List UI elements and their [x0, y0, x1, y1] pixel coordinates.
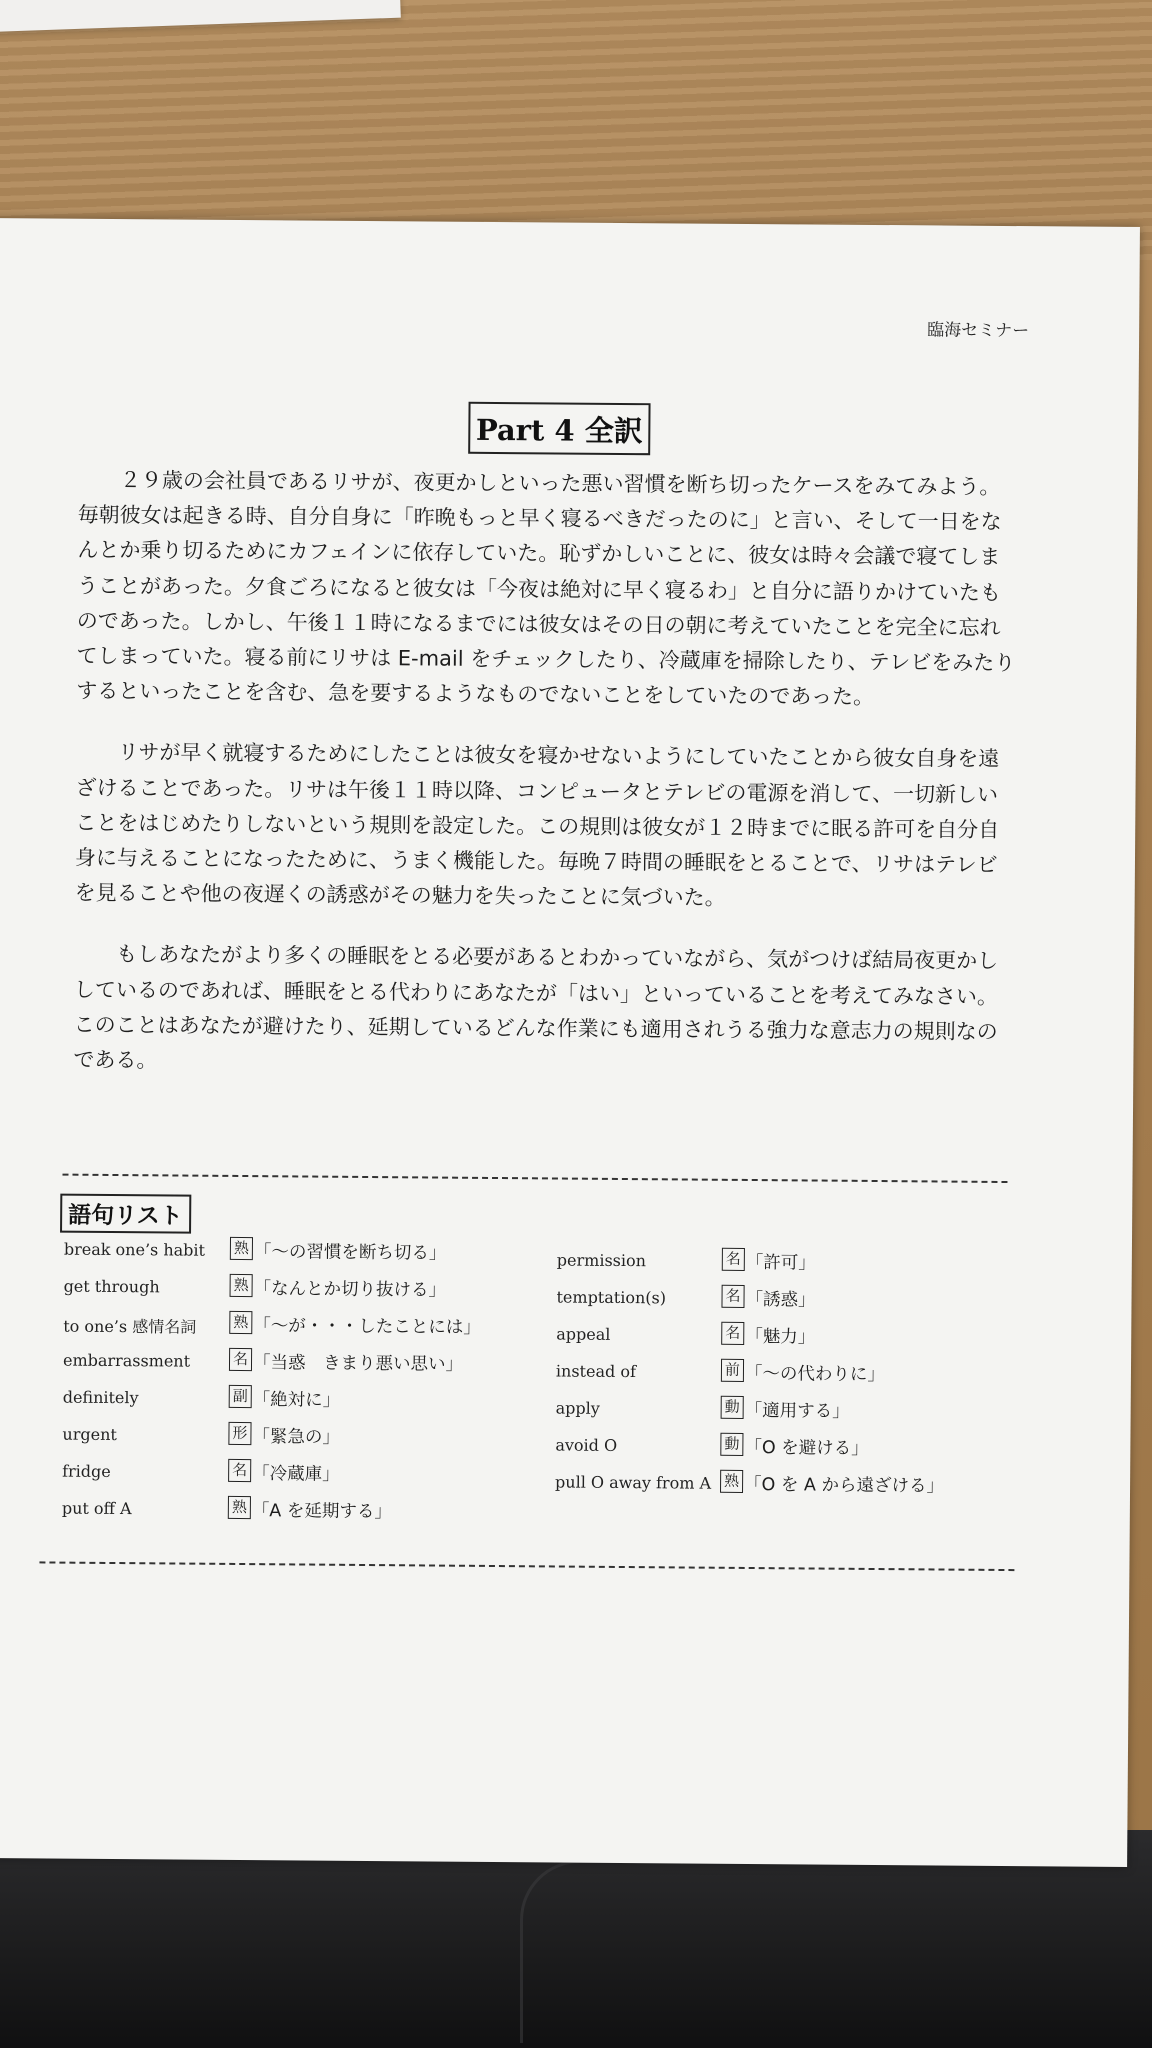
vocabulary-japanese: 「絶対に」 — [252, 1390, 341, 1411]
vocabulary-japanese: 「魅力」 — [745, 1326, 816, 1348]
vocabulary-english: definitely — [62, 1387, 139, 1408]
vocabulary-item — [63, 1308, 533, 1349]
vocabulary-japanese: 「誘惑」 — [745, 1289, 816, 1311]
vocabulary-japanese: 「～の代わりに」 — [744, 1363, 886, 1386]
vocabulary-item — [62, 1456, 532, 1497]
vocabulary-item — [556, 1355, 1016, 1396]
part-of-speech-badge: 名 — [229, 1348, 252, 1371]
vocabulary-item — [556, 1392, 1016, 1433]
part-of-speech-badge: 熟 — [720, 1470, 743, 1493]
vocabulary-item — [63, 1345, 533, 1386]
vocabulary-item — [556, 1281, 1016, 1322]
vocabulary-list-left — [62, 1234, 534, 1534]
vocabulary-japanese: 「O を避ける」 — [744, 1437, 869, 1459]
fabric-fold — [520, 1860, 1123, 2043]
vocabulary-japanese: 「A を延期する」 — [251, 1501, 392, 1523]
vocabulary-japanese: 「当惑 きまり悪い思い」 — [252, 1353, 464, 1375]
vocabulary-item — [63, 1271, 533, 1312]
vocabulary-list-right — [555, 1244, 1017, 1507]
vocabulary-item — [64, 1234, 534, 1275]
vocabulary-english: instead of — [555, 1361, 636, 1382]
vocabulary-heading: 語句リスト — [60, 1194, 191, 1234]
part-of-speech-badge: 名 — [721, 1322, 744, 1345]
vocabulary-english: urgent — [62, 1424, 117, 1445]
part-of-speech-badge: 動 — [720, 1433, 743, 1456]
vocabulary-english: appeal — [556, 1324, 611, 1344]
page-title: Part 4 全訳 — [468, 402, 650, 455]
vocabulary-english: embarrassment — [62, 1350, 191, 1371]
vocabulary-english: pull O away from A — [555, 1472, 712, 1493]
part-of-speech-badge: 名 — [722, 1248, 745, 1271]
vocabulary-item — [555, 1466, 1015, 1507]
vocabulary-japanese: 「冷蔵庫」 — [252, 1464, 340, 1485]
part-of-speech-badge: 名 — [228, 1459, 251, 1482]
translation-paragraph: もしあなたがより多くの睡眠をとる必要があるとわかっていながら、気がつけば結局夜更かししているのであれば、睡眠をとる代わりにあなたが「はい」といっていることを考えてみなさい。このことはあなたが避けたり、延期しているどんな作業にも適用されうる強力な意志力の規則なのである。 — [73, 942, 999, 1073]
dashed-divider-bottom — [39, 1561, 1014, 1571]
part-of-speech-badge: 熟 — [229, 1311, 252, 1334]
vocabulary-english: put off A — [61, 1498, 132, 1519]
part-of-speech-badge: 前 — [721, 1359, 744, 1382]
vocabulary-japanese: 「～の習慣を断ち切る」 — [253, 1242, 447, 1264]
vocabulary-japanese: 「O を A から遠ざける」 — [743, 1474, 945, 1497]
publisher-name: 臨海セミナー — [927, 320, 1030, 342]
vocabulary-item — [62, 1419, 532, 1460]
vocabulary-japanese: 「なんとか切り抜ける」 — [253, 1279, 447, 1301]
vocabulary-item — [63, 1382, 533, 1423]
vocabulary-japanese: 「適用する」 — [744, 1400, 850, 1422]
dashed-divider-top — [62, 1174, 1007, 1183]
vocabulary-item — [556, 1318, 1016, 1359]
document-sheet — [0, 218, 1140, 1867]
vocabulary-english: get through — [63, 1276, 160, 1297]
vocabulary-japanese: 「～が・・・したことには」 — [253, 1316, 481, 1338]
vocabulary-english: to one’s 感情名詞 — [63, 1316, 197, 1337]
part-of-speech-badge: 形 — [228, 1422, 251, 1445]
translation-body — [73, 463, 1018, 1112]
vocabulary-japanese: 「許可」 — [745, 1252, 816, 1274]
vocabulary-english: fridge — [62, 1461, 111, 1481]
vocabulary-english: break one’s habit — [63, 1239, 206, 1260]
part-of-speech-badge: 副 — [229, 1385, 252, 1408]
vocabulary-japanese: 「緊急の」 — [252, 1427, 341, 1448]
vocabulary-english: permission — [556, 1250, 647, 1271]
translation-paragraph: リサが早く就寝するためにしたことは彼女を寝かせないようにしていたことから彼女自身を遠ざけることであった。リサは午後１１時以降、コンピュータとテレビの電源を消して、一切新しいことをはじめたりしないという規則を設定した。この規則は彼女が１２時までに眠る許可を自分自身に与えることになったために、うまく機能した。毎晩７時間の睡眠をとることで、リサはテレビを見ることや他の夜遅くの誘惑がその魅力を失ったことに気づいた。 — [74, 740, 1000, 911]
vocabulary-item — [557, 1244, 1017, 1285]
part-of-speech-badge: 熟 — [230, 1237, 253, 1260]
document-page — [37, 218, 1030, 1846]
vocabulary-english: avoid O — [555, 1435, 618, 1455]
vocabulary-english: temptation(s) — [556, 1287, 667, 1308]
part-of-speech-badge: 熟 — [228, 1496, 251, 1519]
part-of-speech-badge: 熟 — [230, 1274, 253, 1297]
part-of-speech-badge: 名 — [721, 1285, 744, 1308]
vocabulary-item — [62, 1493, 532, 1534]
vocabulary-item — [555, 1429, 1015, 1470]
vocabulary-english: apply — [555, 1398, 600, 1418]
translation-paragraph: ２９歳の会社員であるリサが、夜更かしといった悪い習慣を断ち切ったケースをみてみよう。毎朝彼女は起きる時、自分自身に「昨晩もっと早く寝るべきだったのに」と言い、そして一日をなんとか乗り切るためにカフェインに依存していた。恥ずかしいことに、彼女は時々会議で寝てしまうことがあった。夕食ごろになると彼女は「今夜は絶対に早く寝るわ」と自分に語りかけていたものであった。しかし、午後１１時になるまでには彼女はその日の朝に考えていたことを完全に忘れてしまっていた。寝る前にリサは E-mail をチェックしたり、冷蔵庫を掃除したり、テレビをみたりするといったことを含む、急を要するようなものでないことをしていたのであった。 — [76, 468, 1016, 710]
part-of-speech-badge: 動 — [721, 1396, 744, 1419]
